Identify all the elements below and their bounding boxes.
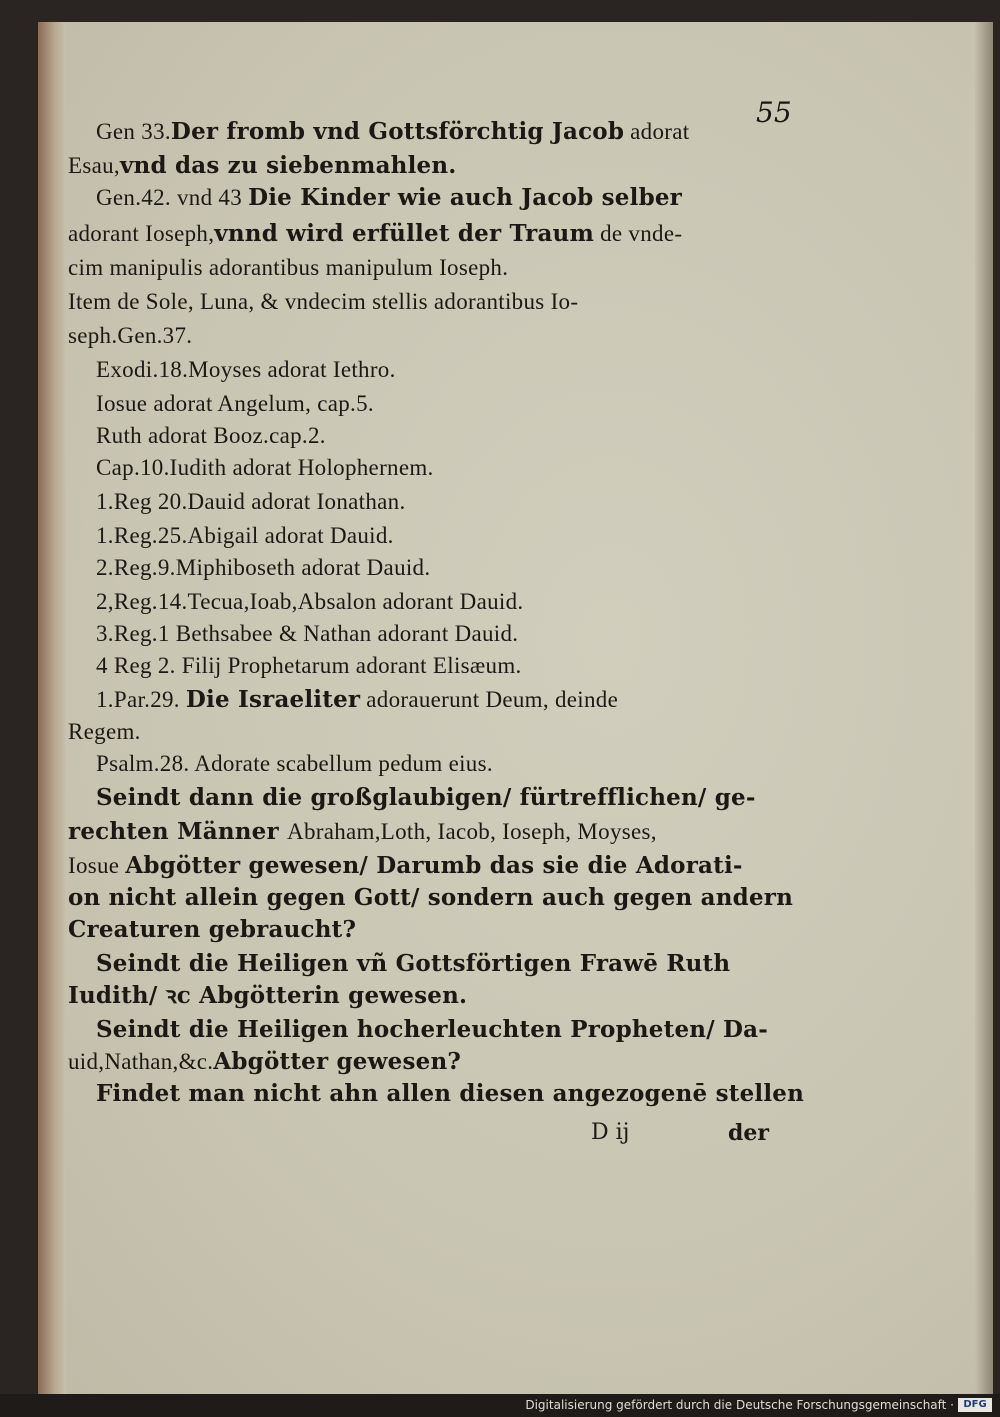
latin-text: 2.Reg.9.Miphiboseth adorat Dauid. [96,555,431,580]
text-line [96,420,326,452]
text-line [96,650,522,682]
text-line [68,286,578,318]
blackletter-text: on nicht allein gegen Gott/ sondern auch gegen andern [68,884,794,911]
latin-text: uid,Nathan,&c. [68,1049,214,1074]
latin-text: adorant Ioseph, [68,221,215,246]
blackletter-text: Iudith/ ꝛc Abgötterin gewesen. [68,982,468,1009]
latin-text: 1.Par.29. [96,687,186,712]
text-line [96,782,756,814]
latin-text: adorauerunt Deum, deinde [360,687,619,712]
text-line [68,914,356,946]
latin-text: Regem. [68,719,141,744]
blackletter-text: Die Kinder wie auch Jacob selber [248,184,682,211]
latin-text: adorat [624,119,690,144]
text-line [68,716,141,748]
text-line [96,354,396,386]
page-text [38,22,993,1394]
blackletter-text: Abgötter gewesen? [213,1048,462,1075]
latin-text: Abraham,Loth, Iacob, Ioseph, Moyses, [287,819,657,844]
text-line [96,948,730,980]
blackletter-text: Creaturen gebraucht? [68,916,357,943]
catchword: der [728,1120,769,1146]
latin-text: Iosue [68,853,126,878]
latin-text: Item de Sole, Luna, & vndecim stellis adorantibus Io- [68,289,579,314]
text-line [96,552,430,584]
text-line [96,486,406,518]
text-line [68,882,793,914]
text-line [68,850,743,882]
latin-text: Gen.42. vnd 43 [96,185,249,210]
latin-text: 3.Reg.1 Bethsabee & Nathan adorant Dauid. [96,621,519,646]
latin-text: Gen 33. [96,119,171,144]
blackletter-text: Der fromb vnd Gottsförchtig Jacob [170,118,625,145]
text-line [96,452,434,484]
text-line [96,116,689,148]
latin-text: 4 Reg 2. Filij Prophetarum adorant Elisæum. [96,653,522,678]
text-line [96,1078,804,1110]
blackletter-text: Findet man nicht ahn allen diesen angezogenē stellen [96,1080,805,1107]
text-line [68,1046,461,1078]
blackletter-text: rechten Männer [68,818,288,845]
blackletter-text: Abgötter gewesen/ Darumb das sie die Adorati- [125,852,743,879]
latin-text: Ruth adorat Booz.cap.2. [96,423,326,448]
text-line [96,618,518,650]
latin-text: Psalm.28. Adorate scabellum pedum eius. [96,751,493,776]
latin-text: seph.Gen.37. [68,323,193,348]
funding-credit: Digitalisierung gefördert durch die Deutsche Forschungsgemeinschaft · [525,1398,954,1412]
text-line [96,748,493,780]
latin-text: 1.Reg.25.Abigail adorat Dauid. [96,523,394,548]
blackletter-text: Seindt die Heiligen vñ Gottsförtigen Frawē Ruth [96,950,731,977]
text-line [96,520,394,552]
text-line [96,182,682,214]
latin-text: 2,Reg.14.Tecua,Ioab,Absalon adorant Dauid. [96,589,524,614]
text-line [96,684,618,716]
blackletter-text: vnnd wird erfüllet der Traum [214,220,595,247]
text-line [68,816,657,848]
latin-text: Exodi.18.Moyses adorat Iethro. [96,357,396,382]
text-line [96,388,374,420]
text-line [68,150,457,182]
latin-text: Esau, [68,153,120,178]
blackletter-text: Die Israeliter [185,686,361,713]
latin-text: 1.Reg 20.Dauid adorat Ionathan. [96,489,406,514]
text-line [96,1014,768,1046]
text-line [68,320,192,352]
dfg-logo: DFG [958,1398,992,1412]
latin-text: Iosue adorat Angelum, cap.5. [96,391,374,416]
signature-mark: D ij [591,1120,630,1145]
blackletter-text: Seindt dann die großglaubigen/ fürtrefflichen/ ge- [96,784,756,811]
book-page [38,22,993,1394]
latin-text: de vnde- [594,221,683,246]
blackletter-text: Seindt die Heiligen hocherleuchten Propheten/ Da- [96,1016,769,1043]
text-line [68,252,508,284]
text-line [68,218,682,250]
blackletter-text: vnd das zu siebenmahlen. [119,152,457,179]
text-line [96,586,523,618]
digitization-footer [0,1394,1000,1417]
latin-text: cim manipulis adorantibus manipulum Ioseph. [68,255,509,280]
page-number: 55 [756,96,792,129]
latin-text: Cap.10.Iudith adorat Holophernem. [96,455,434,480]
text-line [68,980,467,1012]
